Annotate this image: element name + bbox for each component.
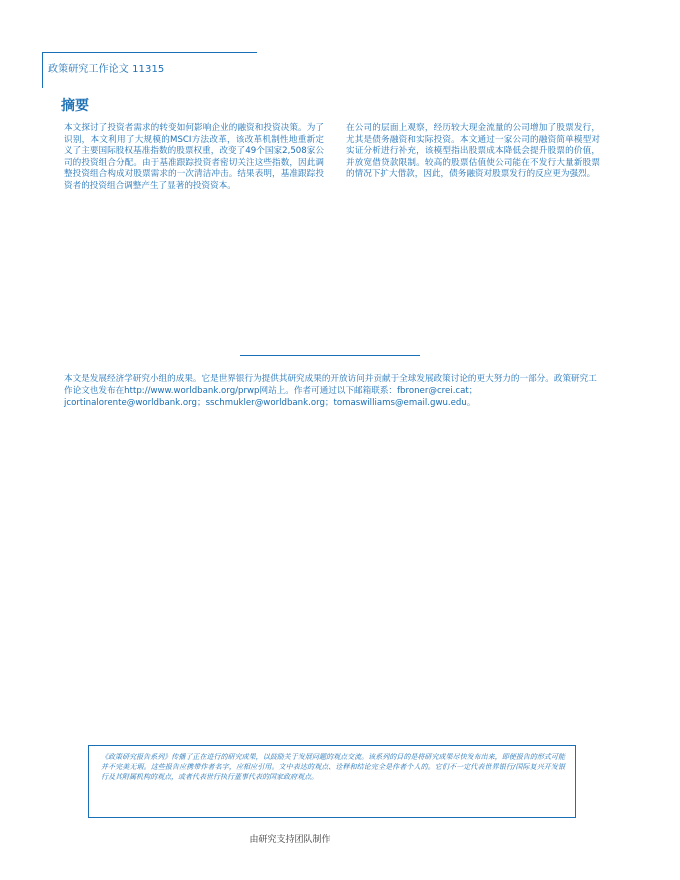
abstract-left-column: 本文探讨了投资者需求的转变如何影响企业的融资和投资决策。为了识别，本文利用了大规模的MSCI方法改革，该改革机制性地重新定义了主要国际股权基准指数的股票权重，改变了49个国家2,508家公司的投资组合分配。由于基准跟踪投资者密切关注这些指数，因此调整投资组合构成对股票需求的一次清洁冲击。结果表明，基准跟踪投资者的投资组合调整产生了显著的投资资本。: [64, 123, 324, 191]
abstract-title: 摘要: [61, 98, 89, 114]
footer-credit: 由研究支持团队制作: [249, 835, 331, 845]
series-label: 政策研究工作论文 11315: [48, 64, 165, 75]
header-vertical-rule: [42, 52, 43, 88]
disclaimer-text: 《政策研究报告系列》传播了正在进行的研究成果，以鼓励关于发展问题的观点交流。该系列的目的是将研究成果尽快发布出来，即便报告的形式可能并不完美无瑕。这些报告应携带作者名字，应相应引用。文中表达的观点、诠释和结论完全是作者个人的。它们不一定代表世界银行/国际复兴开发银行及其附属机构的观点，或者代表世行执行董事代表的国家政府观点。: [101, 753, 565, 781]
disclaimer-box: [88, 745, 576, 818]
author-note: 本文是发展经济学研究小组的成果。它是世界银行为提供其研究成果的开放访问并贡献于全球发展政策讨论的更大努力的一部分。政策研究工作论文也发布在http://www.worldbank.org/prwp网站上。作者可通过以下邮箱联系：fbroner@crei.cat；jcortinalorente@worldbank.org；sschmukler@worldbank.org；tomaswilliams@email.gwu.edu。: [64, 374, 597, 408]
abstract-right-column: 在公司的层面上观察，经历较大现金流量的公司增加了股票发行，尤其是债务融资和实际投资。本文通过一家公司的融资简单模型对实证分析进行补充，该模型指出股票成本降低会提升股票的价值，并放宽借贷款限制。较高的股票估值使公司能在不发行大量新股票的情况下扩大借款，因此，债务融资对股票发行的反应更为强烈。: [346, 123, 600, 180]
header-rule: [42, 52, 257, 53]
section-divider: [240, 355, 420, 356]
